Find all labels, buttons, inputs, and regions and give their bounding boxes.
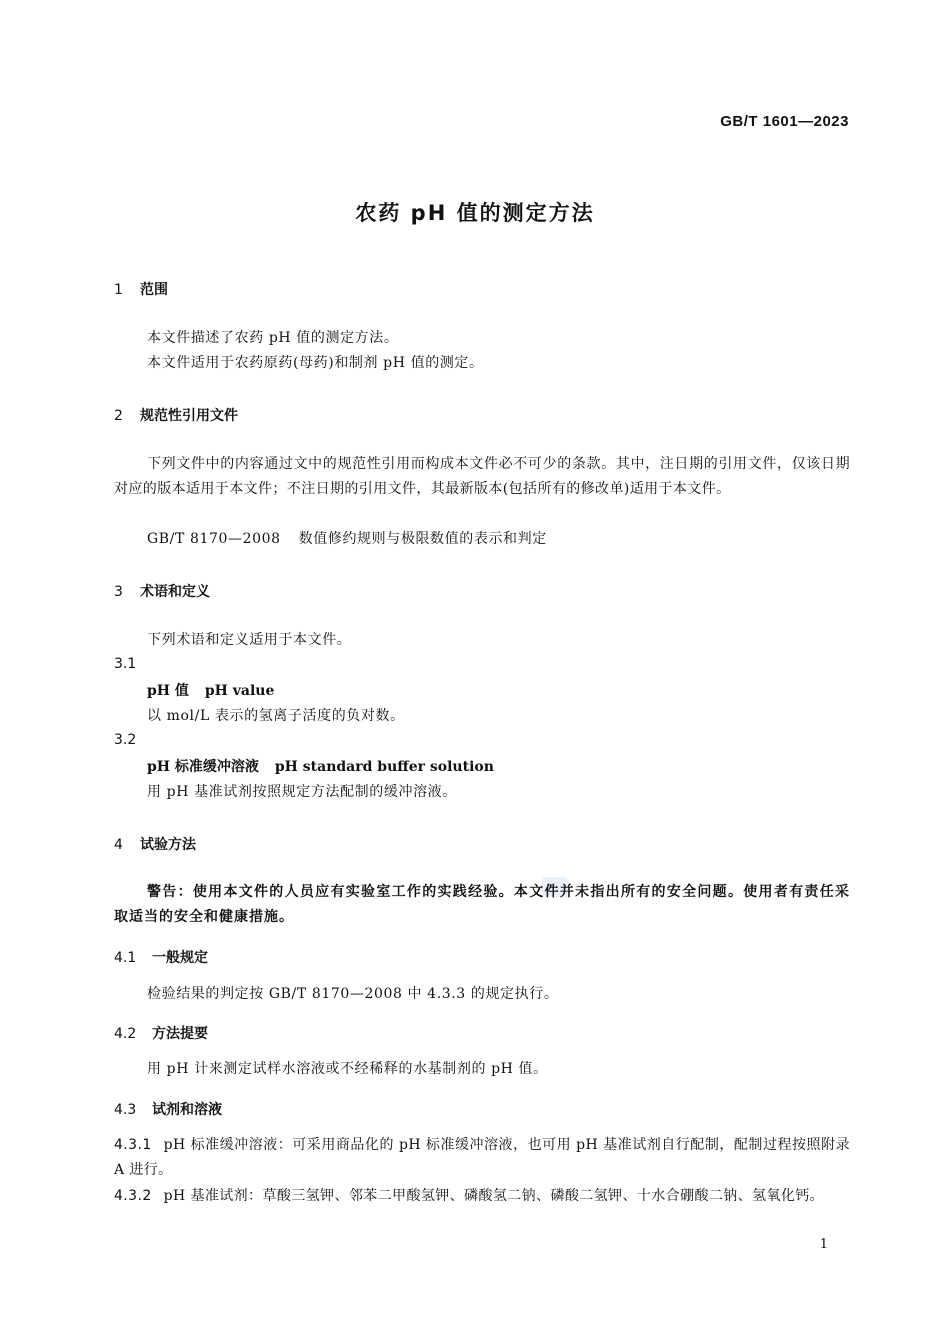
clause-4-3-2 [114, 1184, 850, 1209]
subsection-number: 4.3 [114, 1102, 137, 1118]
standard-number: GB/T 1601—2023 [720, 113, 849, 130]
section-number: 4 [114, 837, 123, 853]
section-number: 1 [114, 282, 123, 298]
section-title: 术语和定义 [140, 584, 210, 600]
clause-number: 4.3.1 [114, 1137, 152, 1153]
term-zh: pH 值 [147, 683, 189, 699]
page-number: 1 [819, 1237, 828, 1252]
term-number: 3.1 [114, 656, 137, 672]
reference-code: GB/T 8170—2008 [147, 531, 281, 547]
section-3-heading [114, 581, 210, 601]
normative-references-intro: 下列文件中的内容通过文中的规范性引用而构成本文件必不可少的条款。其中，注日期的引用文件，仅该日期对应的版本适用于本文件；不注日期的引用文件，其最新版本(包括所有的修改单)适用于本文件。 [114, 456, 850, 497]
section-2-heading [114, 405, 238, 425]
paragraph: 本文件描述了农药 pH 值的测定方法。 [147, 330, 399, 346]
subsection-title: 一般规定 [152, 950, 208, 966]
safety-warning: 警告：使用本文件的人员应有实验室工作的实践经验。本文件并未指出所有的安全问题。使用者有责任采取适当的安全和健康措施。 [114, 884, 850, 925]
section-number: 3 [114, 584, 123, 600]
section-title: 规范性引用文件 [140, 408, 238, 424]
paragraph: 检验结果的判定按 GB/T 8170—2008 中 4.3.3 的规定执行。 [147, 986, 559, 1002]
term-name [147, 756, 494, 776]
subsection-4-3-heading [114, 1099, 222, 1119]
clause-text: pH 标准缓冲溶液：可采用商品化的 pH 标准缓冲溶液，也可用 pH 基准试剂自行配制，配制过程按照附录 A 进行。 [114, 1137, 850, 1178]
reference-title: 数值修约规则与极限数值的表示和判定 [298, 531, 547, 547]
subsection-title: 方法提要 [152, 1026, 208, 1042]
subsection-4-1-heading [114, 947, 208, 967]
term-en: pH value [204, 683, 275, 699]
subsection-title: 试剂和溶液 [152, 1102, 222, 1118]
section-number: 2 [114, 408, 123, 424]
term-number: 3.2 [114, 732, 137, 748]
paragraph: 本文件适用于农药原药(母药)和制剂 pH 值的测定。 [147, 355, 484, 371]
paragraph: 用 pH 计来测定试样水溶液或不经稀释的水基制剂的 pH 值。 [147, 1061, 548, 1077]
subsection-number: 4.1 [114, 950, 137, 966]
term-zh: pH 标准缓冲溶液 [147, 759, 259, 775]
section-title: 范围 [140, 282, 168, 298]
terms-intro: 下列术语和定义适用于本文件。 [147, 632, 352, 648]
term-definition: 以 mol/L 表示的氢离子活度的负对数。 [147, 708, 405, 724]
document-title: 农药 pH 值的测定方法 [355, 201, 595, 225]
reference-entry [147, 527, 547, 552]
clause-number: 4.3.2 [114, 1188, 152, 1204]
section-4-heading [114, 834, 196, 854]
term-name [147, 680, 274, 700]
subsection-4-2-heading [114, 1023, 208, 1043]
subsection-number: 4.2 [114, 1026, 137, 1042]
section-1-heading [114, 279, 168, 299]
term-definition: 用 pH 基准试剂按照规定方法配制的缓冲溶液。 [147, 784, 457, 800]
section-title: 试验方法 [140, 837, 196, 853]
clause-4-3-1 [114, 1133, 850, 1183]
term-en: pH standard buffer solution [274, 759, 494, 775]
clause-text: pH 基准试剂：草酸三氢钾、邻苯二甲酸氢钾、磷酸氢二钠、磷酸二氢钾、十水合硼酸二钠、氢氧化钙。 [163, 1188, 825, 1204]
